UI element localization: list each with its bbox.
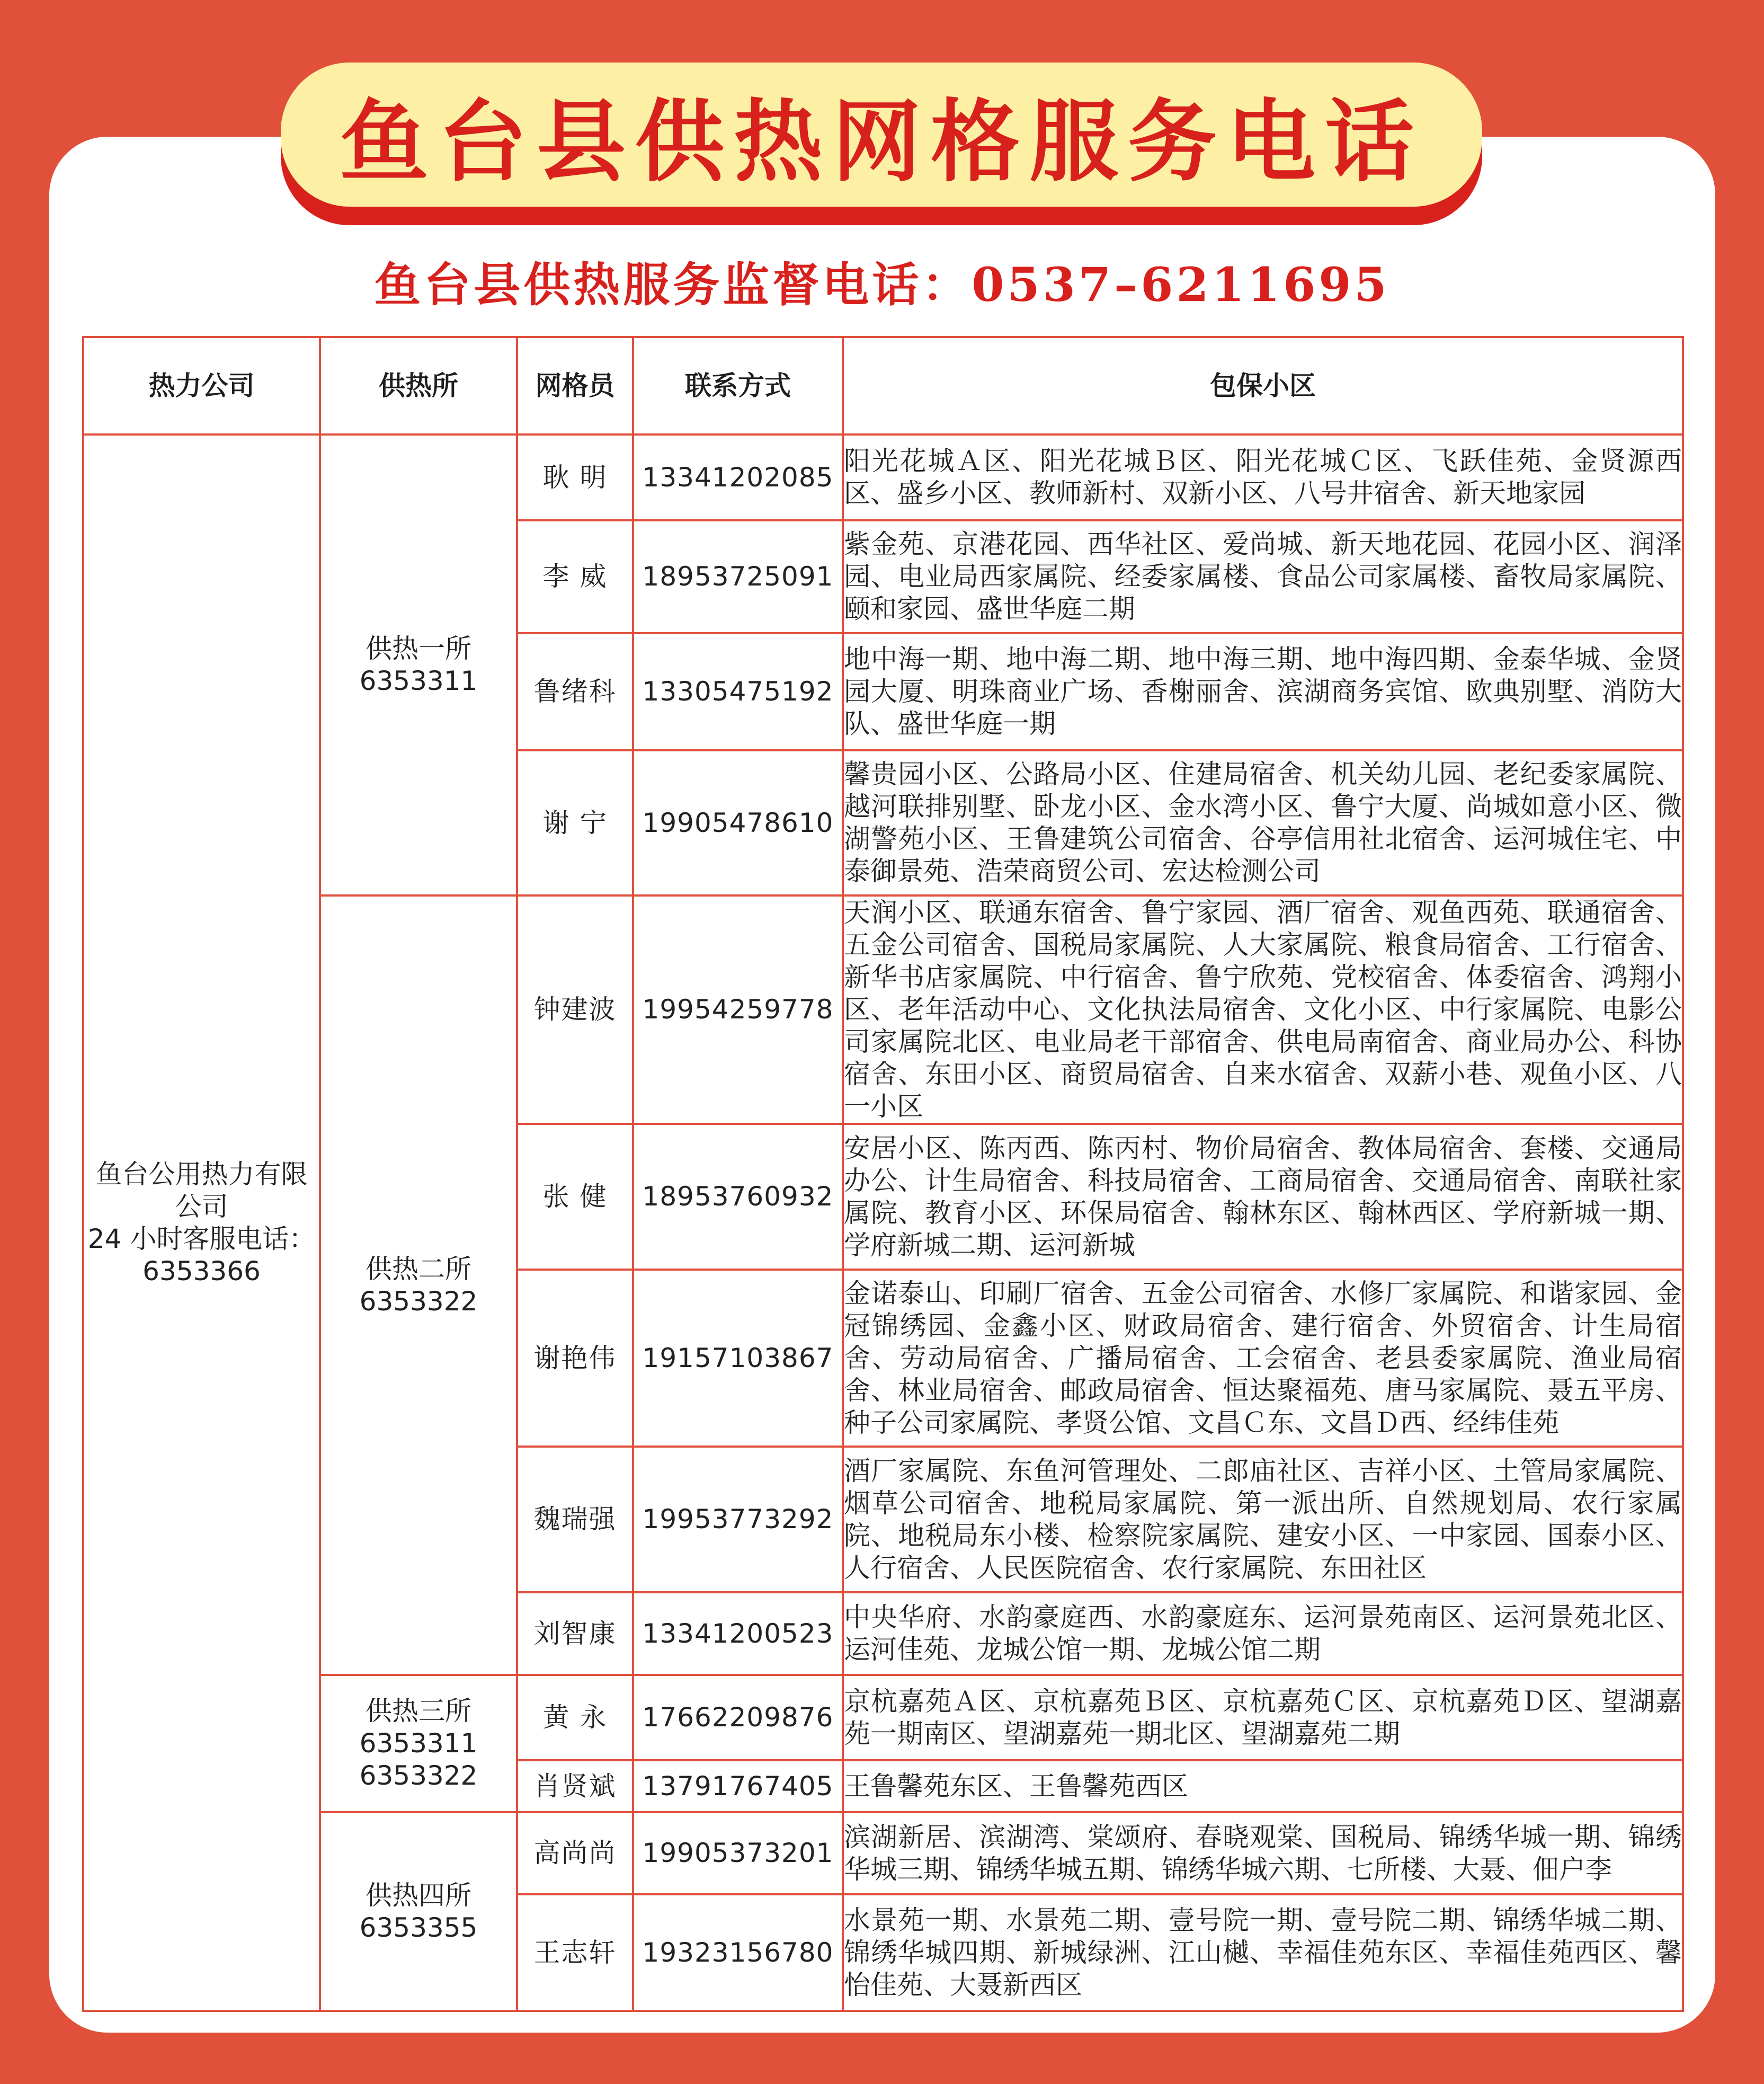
covered-areas: 紫金苑、京港花园、西华社区、爱尚城、新天地花园、花园小区、润泽园、电业局西家属院、经委家属楼、食品公司家属楼、畜牧局家属院、颐和家园、盛世华庭二期 (843, 520, 1683, 633)
covered-areas: 滨湖新居、滨湖湾、棠颂府、春晓观棠、国税局、锦绣华城一期、锦绣华城三期、锦绣华城五期、锦绣华城六期、七所楼、大聂、佃户李 (843, 1812, 1683, 1894)
gridman-phone: 19905478610 (633, 750, 843, 895)
station-phone: 6353322 (359, 1285, 478, 1317)
station-phone-2: 6353322 (359, 1760, 478, 1791)
station-name: 供热一所 (366, 633, 471, 664)
gridman-phone: 13305475192 (633, 633, 843, 750)
gridman-phone: 13341202085 (633, 434, 843, 520)
gridman-name: 鲁绪科 (517, 633, 633, 750)
gridman-name: 魏瑞强 (517, 1447, 633, 1592)
table-header-row (83, 337, 1683, 434)
covered-areas: 地中海一期、地中海二期、地中海三期、地中海四期、金泰华城、金贤园大厦、明珠商业广场、香榭丽舍、滨湖商务宾馆、欧典别墅、消防大队、盛世华庭一期 (843, 633, 1683, 750)
covered-areas: 中央华府、水韵豪庭西、水韵豪庭东、运河景苑南区、运河景苑北区、运河佳苑、龙城公馆一期、龙城公馆二期 (843, 1592, 1683, 1675)
covered-areas: 天润小区、联通东宿舍、鲁宁家园、酒厂宿舍、观鱼西苑、联通宿舍、五金公司宿舍、国税局家属院、人大家属院、粮食局宿舍、工行宿舍、新华书店家属院、中行宿舍、鲁宁欣苑、党校宿舍、体委宿舍、鸿翔小区、老年活动中心、文化执法局宿舍、文化小区、中行家属院、电影公司家属院北区、电业局老干部宿舍、供电局南宿舍、商业局办公、科协宿舍、东田小区、商贸局宿舍、自来水宿舍、双薪小巷、观鱼小区、八一小区 (843, 895, 1683, 1124)
gridman-phone: 19157103867 (633, 1270, 843, 1447)
table-row (83, 434, 1683, 520)
company-service-label: 24 小时客服电话： (87, 1223, 316, 1254)
gridman-name: 谢艳伟 (517, 1270, 633, 1447)
page-title: 鱼台县供热网格服务电话 (340, 88, 1423, 194)
supervision-hotline (0, 248, 1764, 315)
station-phone: 6353311 (359, 666, 478, 696)
gridman-phone: 13791767405 (633, 1760, 843, 1812)
table-row (83, 1812, 1683, 1894)
covered-areas: 京杭嘉苑Ａ区、京杭嘉苑Ｂ区、京杭嘉苑Ｃ区、京杭嘉苑Ｄ区、望湖嘉苑一期南区、望湖嘉苑一期北区、望湖嘉苑二期 (843, 1675, 1683, 1760)
gridman-name: 钟建波 (517, 895, 633, 1124)
covered-areas: 王鲁馨苑东区、王鲁馨苑西区 (843, 1760, 1683, 1812)
company-name-line2: 公司 (175, 1191, 228, 1222)
gridman-name: 黄 永 (517, 1675, 633, 1760)
gridman-name: 张 健 (517, 1124, 633, 1270)
company-cell (83, 434, 320, 2011)
table-row (83, 895, 1683, 1124)
header-contact: 联系方式 (633, 337, 843, 434)
gridman-phone: 19905373201 (633, 1812, 843, 1894)
supervision-label: 鱼台县供热服务监督电话： (374, 257, 972, 312)
title-banner (281, 63, 1482, 207)
covered-areas: 金诺泰山、印刷厂宿舍、五金公司宿舍、水修厂家属院、和谐家园、金冠锦绣园、金鑫小区、财政局宿舍、建行宿舍、外贸宿舍、计生局宿舍、劳动局宿舍、广播局宿舍、工会宿舍、老县委家属院、渔业局宿舍、林业局宿舍、邮政局宿舍、恒达聚福苑、唐马家属院、聂五平房、种子公司家属院、孝贤公馆、文昌Ｃ东、文昌Ｄ西、经纬佳苑 (843, 1270, 1683, 1447)
gridman-phone: 13341200523 (633, 1592, 843, 1675)
gridman-name: 李 威 (517, 520, 633, 633)
header-gridman: 网格员 (517, 337, 633, 434)
gridman-name: 刘智康 (517, 1592, 633, 1675)
gridman-phone: 19954259778 (633, 895, 843, 1124)
gridman-phone: 17662209876 (633, 1675, 843, 1760)
gridman-name: 肖贤斌 (517, 1760, 633, 1812)
covered-areas: 安居小区、陈丙西、陈丙村、物价局宿舍、教体局宿舍、套楼、交通局办公、计生局宿舍、科技局宿舍、工商局宿舍、交通局宿舍、南联社家属院、教育小区、环保局宿舍、翰林东区、翰林西区、学府新城一期、学府新城二期、运河新城 (843, 1124, 1683, 1270)
header-station: 供热所 (320, 337, 517, 434)
service-grid-table (82, 336, 1684, 2012)
station-phone: 6353355 (359, 1912, 478, 1943)
header-areas: 包保小区 (843, 337, 1683, 434)
header-company: 热力公司 (83, 337, 320, 434)
table-row (83, 1675, 1683, 1760)
station-name: 供热二所 (366, 1253, 471, 1284)
gridman-phone: 19323156780 (633, 1894, 843, 2011)
station-cell (320, 1675, 517, 1812)
station-cell (320, 1812, 517, 2011)
company-name-line1: 鱼台公用热力有限 (95, 1158, 308, 1190)
covered-areas: 阳光花城Ａ区、阳光花城Ｂ区、阳光花城Ｃ区、飞跃佳苑、金贤源西区、盛乡小区、教师新村、双新小区、八号井宿舍、新天地家园 (843, 434, 1683, 520)
station-cell (320, 895, 517, 1675)
gridman-name: 高尚尚 (517, 1812, 633, 1894)
gridman-phone: 18953725091 (633, 520, 843, 633)
station-name: 供热四所 (366, 1879, 471, 1911)
gridman-phone: 19953773292 (633, 1447, 843, 1592)
covered-areas: 馨贵园小区、公路局小区、住建局宿舍、机关幼儿园、老纪委家属院、越河联排别墅、卧龙小区、金水湾小区、鲁宁大厦、尚城如意小区、微湖警苑小区、王鲁建筑公司宿舍、谷亭信用社北宿舍、运河城住宅、中泰御景苑、浩荣商贸公司、宏达检测公司 (843, 750, 1683, 895)
gridman-name: 耿 明 (517, 434, 633, 520)
station-cell (320, 434, 517, 895)
supervision-phone: 0537–6211695 (972, 257, 1390, 312)
gridman-phone: 18953760932 (633, 1124, 843, 1270)
company-service-phone: 6353366 (142, 1255, 261, 1287)
covered-areas: 水景苑一期、水景苑二期、壹号院一期、壹号院二期、锦绣华城二期、锦绣华城四期、新城绿洲、江山樾、幸福佳苑东区、幸福佳苑西区、馨怡佳苑、大聂新西区 (843, 1894, 1683, 2011)
covered-areas: 酒厂家属院、东鱼河管理处、二郎庙社区、吉祥小区、土管局家属院、烟草公司宿舍、地税局家属院、第一派出所、自然规划局、农行家属院、地税局东小楼、检察院家属院、建安小区、一中家园、国泰小区、人行宿舍、人民医院宿舍、农行家属院、东田社区 (843, 1447, 1683, 1592)
gridman-name: 王志轩 (517, 1894, 633, 2011)
station-name: 供热三所 (366, 1696, 471, 1726)
gridman-name: 谢 宁 (517, 750, 633, 895)
station-phone: 6353311 (359, 1728, 478, 1759)
